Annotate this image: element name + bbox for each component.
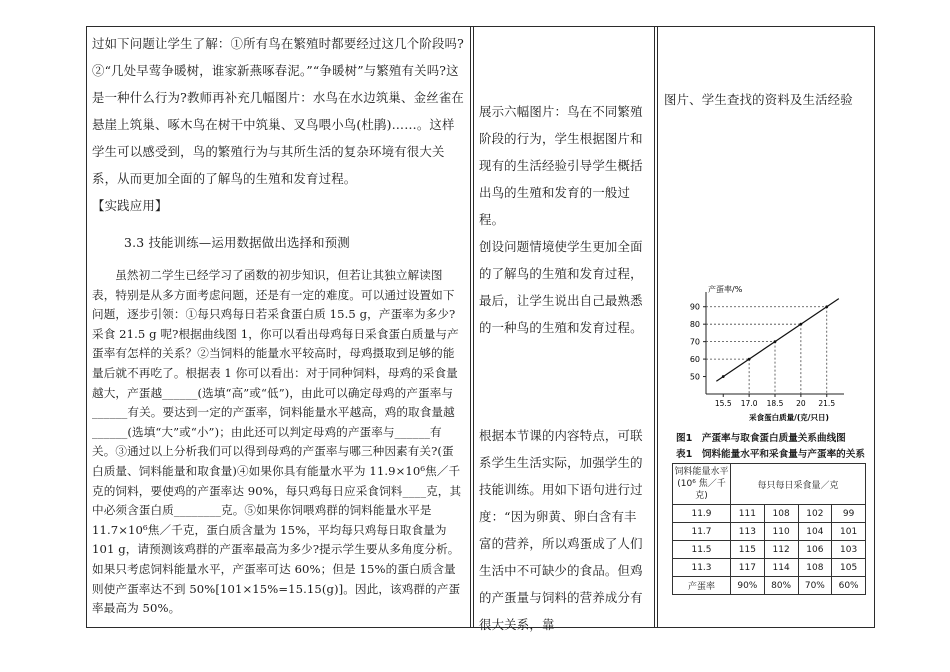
egg-rate-cell: 90% (731, 577, 765, 595)
intake-cell: 110 (764, 523, 798, 541)
y-tick-label: 90 (689, 302, 700, 312)
section-title: 3.3 技能训练—运用数据做出选择和预测 (124, 235, 350, 250)
intake-cell: 104 (798, 523, 832, 541)
egg-rate-chart (672, 282, 872, 427)
y-tick-label: 70 (689, 337, 700, 347)
intake-cell: 113 (731, 523, 765, 541)
data-point (825, 305, 828, 308)
teacher-activity-column (479, 98, 647, 638)
energy-level-header: 饲料能量水平 (10⁶ 焦／千克) (673, 464, 731, 505)
intake-cell: 114 (764, 559, 798, 577)
table-body (673, 505, 866, 595)
intake-cell: 117 (731, 559, 765, 577)
intake-cell: 102 (798, 505, 832, 523)
intake-cell: 112 (764, 541, 798, 559)
intake-cell: 108 (798, 559, 832, 577)
table-row (673, 505, 866, 523)
column-divider-2b (657, 26, 658, 628)
column-divider-1b (473, 26, 474, 628)
intake-cell: 108 (764, 505, 798, 523)
egg-rate-cell: 70% (798, 577, 832, 595)
intro-paragraph: 过如下问题让学生了解：①所有鸟在繁殖时都要经过这几个阶段吗?②“几处早莺争暖树，谁家新燕啄春泥。”“争暖树”与繁殖有关吗?这是一种什么行为?教师再补充几幅图片：水鸟在水边筑巢、金丝雀在悬崖上筑巢、啄木鸟在树干中筑巢、叉鸟喂小鸟(杜鹃)……。这样学生可以感受到，鸟的繁殖行为与其所生活的复杂环境有很大关系，从而更加全面的了解鸟的生殖和发育过程。 (92, 36, 464, 186)
practice-heading: 【实践应用】 (92, 198, 168, 213)
table-left-border (86, 26, 87, 628)
egg-rate-cell: 60% (832, 577, 866, 595)
table-top-border (86, 26, 875, 27)
x-axis-label: 采食蛋白质量/(克/只日) (749, 413, 829, 422)
table-row (673, 559, 866, 577)
data-point (748, 358, 751, 361)
column-divider-2 (654, 26, 655, 628)
y-tick-label: 60 (689, 355, 700, 365)
y-axis-label: 产蛋率/% (708, 285, 743, 294)
chart-svg (672, 282, 872, 427)
x-tick-label: 18.5 (766, 399, 784, 408)
intake-cell: 103 (832, 541, 866, 559)
intake-cell: 99 (832, 505, 866, 523)
intake-cell: 111 (731, 505, 765, 523)
x-tick-label: 17.0 (740, 399, 758, 408)
table-row (673, 523, 866, 541)
x-tick-label: 20 (796, 399, 806, 408)
egg-rate-label: 产蛋率 (673, 577, 731, 595)
teaching-content-column (92, 30, 464, 619)
table-right-border (874, 26, 875, 628)
intake-cell: 106 (798, 541, 832, 559)
chart-caption: 图1 产蛋率与取食蛋白质量关系曲线图 (676, 433, 846, 444)
table-row (673, 541, 866, 559)
table-caption: 表1 饲料能量水平和采食量与产蛋率的关系 (676, 449, 865, 460)
show-images-paragraph: 展示六幅图片：鸟在不同繁殖阶段的行为，学生根据图片和现有的生活经验引导学生概括出鸟的生殖和发育的一般过程。 (479, 104, 643, 227)
data-point (722, 375, 725, 378)
energy-level-cell: 11.3 (673, 559, 731, 577)
series-line (716, 299, 838, 382)
egg-rate-row (673, 577, 866, 595)
course-transition-paragraph: 根据本节课的内容特点，可联系学生生活实际，加强学生的技能训练。用如下语句进行过度：“因为卵黄、卵白含有丰富的营养，所以鸡蛋成了人们生活中不可缺少的食品。但鸡的产蛋量与饲料的营养成分有很大关系，靠 (479, 428, 643, 632)
resources-column (664, 86, 874, 113)
table-header-row (673, 464, 866, 505)
problem-scene-paragraph: 创设问题情境使学生更加全面的了解鸟的生殖和发育过程，最后，让学生说出自己最熟悉的一种鸟的生殖和发育过程。 (479, 239, 643, 335)
intake-cell: 105 (832, 559, 866, 577)
intake-header: 每只每日采食量／克 (731, 464, 866, 505)
y-tick-label: 50 (689, 372, 700, 382)
feed-energy-table (672, 463, 866, 595)
energy-level-cell: 11.5 (673, 541, 731, 559)
intake-cell: 115 (731, 541, 765, 559)
intake-cell: 101 (832, 523, 866, 541)
column-divider-1 (470, 26, 471, 628)
energy-level-cell: 11.7 (673, 523, 731, 541)
y-tick-label: 80 (689, 320, 700, 330)
resources-text: 图片、学生查找的资料及生活经验 (664, 92, 853, 107)
data-point (799, 323, 802, 326)
energy-level-cell: 11.9 (673, 505, 731, 523)
egg-rate-cell: 80% (764, 577, 798, 595)
x-tick-label: 15.5 (714, 399, 732, 408)
x-tick-label: 21.5 (818, 399, 836, 408)
data-point (774, 340, 777, 343)
skill-training-paragraph: 虽然初二学生已经学习了函数的初步知识，但若让其独立解读图表，特别是从多方面考虑问题，还是有一定的难度。可以通过设置如下问题，逐步引领：①每只鸡每日若采食蛋白质 15.5 g，产蛋率为多少?采食 21.5 g 呢?根据曲线图 1，你可以看出母鸡每日采食蛋白质量与产蛋率有怎样的关系？②当饲料的能量水平较高时，母鸡摄取到足够的能量后就不再吃了。根据表 1 你可以看出：对于同种饲料，母鸡的采食量越大，产蛋越______(选填“高”或“低”)，由此可以确定母鸡的产蛋率与______有关。要达到一定的产蛋率，饲料能量水平越高，鸡的取食量越______(选填“大”或“小”)；由此还可以判定母鸡的产蛋率与______有关。③通过以上分析我们可以得到母鸡的产蛋率与哪三种因素有关?(蛋白质量、饲料能量和取食量)④如果你具有能量水平为 11.9×10⁶焦／千克的饲料，要使鸡的产蛋率达 90%，每只鸡每日应采食饲料____克，其中必须含蛋白质________克。⑤如果你饲喂鸡群的饲料能量水平是 11.7×10⁶焦／千克，蛋白质含量为 15%，平均每只鸡每日取食量为 101 g，请预测该鸡群的产蛋率最高为多少?提示学生要从多角度分析。如果只考虑饲料能量水平，产蛋率可达 60%；但是 15%的蛋白质含量则使产蛋率达不到 50%[101×15%=15.15(g)]。因此，该鸡群的产蛋率最高为 50%。 (92, 268, 462, 616)
